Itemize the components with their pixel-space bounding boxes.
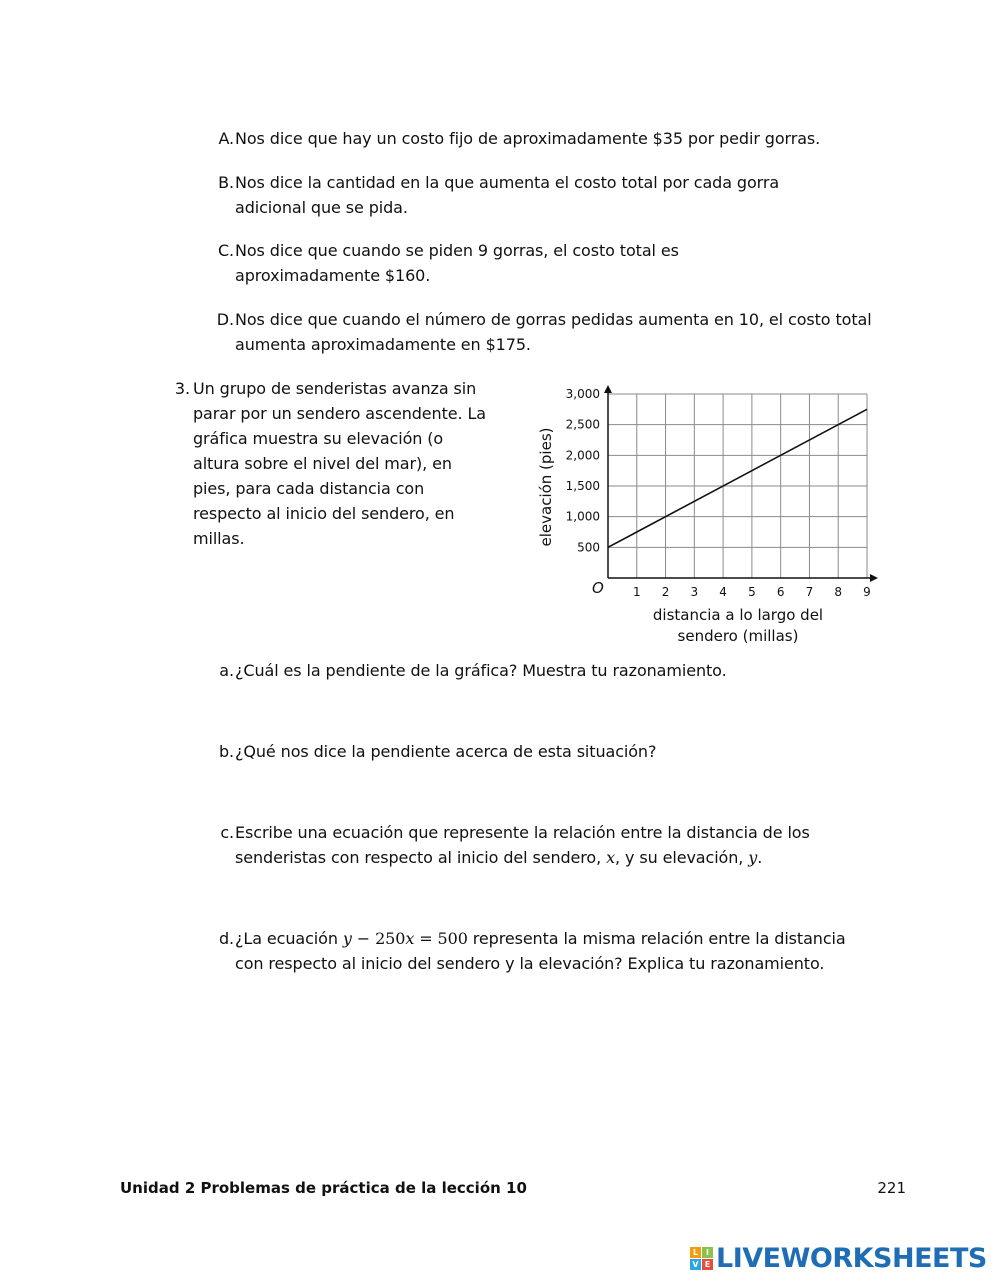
subquestion-label: a. xyxy=(219,661,234,680)
elevation-chart xyxy=(530,380,880,650)
problem-number: 3. xyxy=(174,379,190,398)
subquestion-text xyxy=(235,926,870,976)
footer-title: Unidad 2 Problemas de práctica de la lección 10 xyxy=(120,1179,527,1197)
option-text: Nos dice la cantidad en la que aumenta el costo total por cada gorra adicional que se pida. xyxy=(235,173,780,217)
liveworksheets-brand[interactable] xyxy=(690,1238,987,1278)
subquestion-label: d. xyxy=(218,929,234,948)
option-label: C. xyxy=(217,241,234,260)
option-label: D. xyxy=(216,310,234,329)
problem-3 xyxy=(170,376,490,551)
x-tick-label: 7 xyxy=(805,585,814,599)
problem-text: Un grupo de senderistas avanza sin parar por un sendero ascendente. La gráfica muestra su elevación (o altura sobre el nivel del mar), en pies, para cada distancia con respecto al inicio del sendero, en millas. xyxy=(193,379,486,548)
chart-svg xyxy=(530,380,880,650)
subquestion-a xyxy=(210,658,890,683)
x-axis-label-line2: sendero (millas) xyxy=(677,627,799,645)
logo-letter: E xyxy=(702,1259,713,1270)
subquestion-text xyxy=(235,820,830,870)
chart-grid xyxy=(608,394,867,578)
chart-tick-labels xyxy=(566,387,871,599)
logo-letter: L xyxy=(690,1247,701,1258)
subquestion-d xyxy=(210,926,870,976)
subquestion-c xyxy=(210,820,830,870)
liveworksheets-logo-icon xyxy=(690,1247,713,1270)
subquestion-text: ¿Cuál es la pendiente de la gráfica? Muestra tu razonamiento. xyxy=(235,661,727,680)
equation-end: = 500 xyxy=(414,929,468,948)
text-segment: . xyxy=(757,848,763,867)
subquestion-b xyxy=(210,739,890,764)
y-axis-arrow-icon xyxy=(604,385,612,393)
option-label: B. xyxy=(218,173,234,192)
y-tick-label: 500 xyxy=(577,540,600,555)
x-tick-label: 3 xyxy=(690,585,699,599)
option-label: A. xyxy=(218,129,234,148)
logo-letter: V xyxy=(690,1259,701,1270)
x-axis-label-line1: distancia a lo largo del xyxy=(652,606,824,624)
y-tick-label: 1,500 xyxy=(565,479,600,493)
variable-y: y xyxy=(748,848,758,867)
y-tick-label: 3,000 xyxy=(565,387,600,401)
text-segment: ¿La ecuación xyxy=(235,929,343,948)
option-b xyxy=(210,170,850,220)
option-text: Nos dice que cuando se piden 9 gorras, el costo total es aproximadamente $160. xyxy=(235,241,679,285)
variable-x: x xyxy=(606,848,616,867)
chart-series xyxy=(608,409,867,547)
brand-text: LIVEWORKSHEETS xyxy=(716,1242,987,1274)
equation-y: y xyxy=(342,929,352,948)
page-number: 221 xyxy=(877,1179,906,1197)
subquestion-text: ¿Qué nos dice la pendiente acerca de esta situación? xyxy=(235,742,657,761)
y-tick-label: 1,000 xyxy=(565,509,600,524)
equation-x: x xyxy=(405,929,415,948)
y-axis-label: elevación (pies) xyxy=(537,427,555,547)
text-segment: representa la misma relación entre la distancia con respecto al inicio del sendero y la elevación? Explica tu razonamiento. xyxy=(235,929,846,973)
y-tick-label: 2,500 xyxy=(565,417,600,432)
text-segment: Escribe una ecuación que represente la relación entre la distancia de los senderistas con respecto al inicio del sendero, xyxy=(235,823,810,867)
x-tick-label: 8 xyxy=(834,585,843,599)
chart-axes xyxy=(604,385,878,582)
x-tick-label: 2 xyxy=(661,585,670,599)
option-c xyxy=(210,238,690,288)
option-text: Nos dice que cuando el número de gorras pedidas aumenta en 10, el costo total aumenta aproximadamente en $175. xyxy=(235,310,872,354)
y-tick-label: 2,000 xyxy=(565,448,600,463)
subquestion-label: c. xyxy=(220,823,234,842)
equation-middle: − 250 xyxy=(351,929,406,948)
option-a xyxy=(210,126,890,151)
x-tick-label: 5 xyxy=(748,585,756,599)
x-tick-label: 6 xyxy=(776,585,785,599)
logo-letter: I xyxy=(702,1247,713,1258)
subquestion-label: b. xyxy=(218,742,234,761)
origin-label: O xyxy=(592,579,604,597)
series-line xyxy=(608,409,867,547)
x-tick-label: 9 xyxy=(863,585,871,599)
text-segment: , y su elevación, xyxy=(615,848,749,867)
option-d xyxy=(210,307,890,357)
x-tick-label: 1 xyxy=(632,585,641,599)
x-tick-label: 4 xyxy=(719,585,727,599)
x-axis-arrow-icon xyxy=(870,574,878,582)
option-text: Nos dice que hay un costo fijo de aproximadamente $35 por pedir gorras. xyxy=(235,129,821,148)
